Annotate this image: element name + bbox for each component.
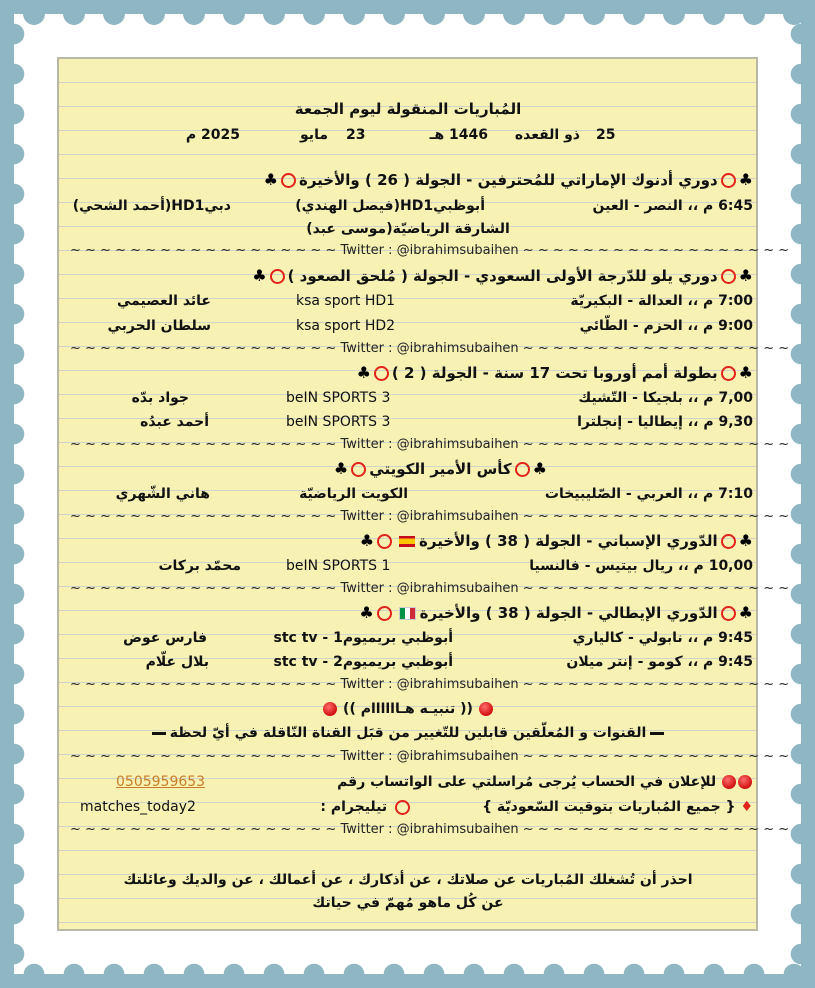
red-circle-icon <box>323 702 337 716</box>
section-heading <box>334 460 547 478</box>
ads-line <box>337 773 753 791</box>
match-channel: ksa sport HD1 <box>296 293 396 309</box>
club-icon: ♣ <box>252 266 267 285</box>
club-icon: ♣ <box>359 603 374 622</box>
red-circle-icon <box>722 775 736 789</box>
perforation-top <box>14 3 801 25</box>
club-icon: ♣ <box>738 531 753 550</box>
perforation-left <box>3 14 25 974</box>
footer-line-2: عن كُل ماهو مُهمّ في حياتك <box>312 895 504 911</box>
match-channel: beIN SPORTS 3 <box>286 390 391 406</box>
match-extra-channel: الشارقة الرياضيّة(موسى عبد) <box>306 221 510 237</box>
match-commentator: سلطان الحربي <box>107 318 211 334</box>
diamond-icon: ♦ <box>740 799 753 815</box>
circle-icon <box>351 462 366 477</box>
notice-title <box>70 700 746 718</box>
club-icon: ♣ <box>263 170 278 189</box>
circle-icon <box>515 462 530 477</box>
dash-icon <box>152 732 166 735</box>
match-time: 9:45 م ،، كومو - إنتر ميلان <box>566 654 753 670</box>
red-circle-icon <box>738 775 752 789</box>
section-heading-text: بطولة أمم أوروبا تحت 17 سنة - الجولة ( 2 ) <box>391 364 718 382</box>
circle-icon <box>377 534 392 549</box>
telegram-label-text: تيليجرام : <box>320 799 388 815</box>
match-channel: أبوظبي بريميوم2 - stc tv <box>273 654 453 670</box>
circle-icon <box>721 606 736 621</box>
twitter-separator: ~ ~ ~ ~ ~ ~ ~ ~ ~ ~ ~ ~ ~ ~ ~ ~ ~ ~ Twitter : @ibrahimsubaihen ~ ~ ~ ~ ~ ~ ~ ~ ~ ~ ~ ~ ~ ~ ~ ~ ~ ~ <box>70 749 790 764</box>
section-heading-text: الدّوري الإسباني - الجولة ( 38 ) والأخيرة <box>419 532 718 550</box>
club-icon: ♣ <box>738 170 753 189</box>
club-icon: ♣ <box>532 459 547 478</box>
match-time: 7:10 م ،، العربي - الصّليبيخات <box>544 486 753 502</box>
match-commentator: فارس عوض <box>123 630 207 646</box>
match-channel: أبوظبيHD1(فيصل الهندي) <box>295 198 485 214</box>
timing-note <box>482 798 753 816</box>
circle-icon <box>721 366 736 381</box>
section-heading-text: كأس الأمير الكويتي <box>369 460 512 478</box>
dash-icon <box>650 732 664 735</box>
match-channel: beIN SPORTS 1 <box>286 558 391 574</box>
match-time: 7:00 م ،، العدالة - البكيريّة <box>570 293 753 309</box>
perforation-right <box>790 14 812 974</box>
club-icon: ♣ <box>359 531 375 550</box>
match-channel: beIN SPORTS 3 <box>286 414 391 430</box>
greg-month: مايو <box>300 127 328 143</box>
section-heading <box>252 267 753 285</box>
circle-icon <box>281 173 296 188</box>
perforation-bottom <box>14 963 801 985</box>
section-heading <box>360 532 753 550</box>
notice-title-text: (( تنبيـه هـاااااام )) <box>343 701 473 717</box>
match-commentator: أحمد عبدُه <box>140 414 209 430</box>
twitter-separator: ~ ~ ~ ~ ~ ~ ~ ~ ~ ~ ~ ~ ~ ~ ~ ~ ~ ~ Twitter : @ibrahimsubaihen ~ ~ ~ ~ ~ ~ ~ ~ ~ ~ ~ ~ ~ ~ ~ ~ ~ ~ <box>70 437 790 452</box>
ads-text: للإعلان في الحساب يُرجى مُراسلتي على الواتساب رقم <box>337 774 717 790</box>
circle-icon <box>721 173 736 188</box>
club-icon: ♣ <box>738 363 753 382</box>
circle-icon <box>374 366 389 381</box>
circle-icon <box>721 534 736 549</box>
section-heading-text: دوري أدنوك الإماراتي للمُحترفين - الجولة ( 26 ) والأخيرة <box>299 171 718 189</box>
telegram-label <box>320 798 413 816</box>
italy-flag-icon <box>399 607 416 620</box>
match-commentator: هاني الشّهري <box>115 486 210 502</box>
match-time: 9:45 م ،، نابولي - كالياري <box>572 630 753 646</box>
match-commentator: عائد العصيمي <box>116 293 211 309</box>
match-time: 10,00 م ،، ريال بيتيس - فالنسيا <box>529 558 753 574</box>
match-time: 7,00 م ،، بلجيكا - التّشيك <box>578 390 753 406</box>
section-heading <box>357 364 753 382</box>
twitter-separator: ~ ~ ~ ~ ~ ~ ~ ~ ~ ~ ~ ~ ~ ~ ~ ~ ~ ~ Twitter : @ibrahimsubaihen ~ ~ ~ ~ ~ ~ ~ ~ ~ ~ ~ ~ ~ ~ ~ ~ ~ ~ <box>70 822 790 837</box>
hijri-day: 25 <box>596 127 616 143</box>
match-commentator: بلال علّام <box>145 654 209 670</box>
match-channel: الكويت الرياضيّة <box>299 486 408 502</box>
section-heading <box>359 604 753 622</box>
match-time: 6:45 م ،، النصر - العين <box>592 198 753 214</box>
match-channel: ksa sport HD2 <box>296 318 396 334</box>
red-circle-icon <box>479 702 493 716</box>
twitter-separator: ~ ~ ~ ~ ~ ~ ~ ~ ~ ~ ~ ~ ~ ~ ~ ~ ~ ~ Twitter : @ibrahimsubaihen ~ ~ ~ ~ ~ ~ ~ ~ ~ ~ ~ ~ ~ ~ ~ ~ ~ ~ <box>70 581 790 596</box>
timing-note-text: { جميع المُباريات بتوقيت السّعوديّة } <box>482 799 736 815</box>
twitter-separator: ~ ~ ~ ~ ~ ~ ~ ~ ~ ~ ~ ~ ~ ~ ~ ~ ~ ~ Twitter : @ibrahimsubaihen ~ ~ ~ ~ ~ ~ ~ ~ ~ ~ ~ ~ ~ ~ ~ ~ ~ ~ <box>70 509 790 524</box>
hijri-year: 1446 هـ <box>429 127 488 143</box>
section-heading-text: الدّوري الإيطالي - الجولة ( 38 ) والأخيرة <box>419 604 718 622</box>
greg-year: 2025 م <box>185 127 240 143</box>
circle-icon <box>377 606 392 621</box>
spain-flag-icon <box>399 536 415 547</box>
match-commentator: محمّد بركات <box>158 558 241 574</box>
notice-text-body: القنوات و المُعلّقين قابلين للتّغيير من قبَل القناة النّاقلة في أيّ لحظة <box>169 725 647 741</box>
twitter-separator: ~ ~ ~ ~ ~ ~ ~ ~ ~ ~ ~ ~ ~ ~ ~ ~ ~ ~ Twitter : @ibrahimsubaihen ~ ~ ~ ~ ~ ~ ~ ~ ~ ~ ~ ~ ~ ~ ~ ~ ~ ~ <box>70 677 790 692</box>
club-icon: ♣ <box>333 459 349 478</box>
match-time: 9,30 م ،، إيطاليا - إنجلترا <box>577 414 753 430</box>
footer-line-1: احذر أن تُشغلك المُباريات عن صلاتك ، عن أذكارك ، عن أعمالك ، عن والديك وعائلتك <box>123 872 693 888</box>
twitter-separator: ~ ~ ~ ~ ~ ~ ~ ~ ~ ~ ~ ~ ~ ~ ~ ~ ~ ~ Twitter : @ibrahimsubaihen ~ ~ ~ ~ ~ ~ ~ ~ ~ ~ ~ ~ ~ ~ ~ ~ ~ ~ <box>70 243 790 258</box>
twitter-separator: ~ ~ ~ ~ ~ ~ ~ ~ ~ ~ ~ ~ ~ ~ ~ ~ ~ ~ Twitter : @ibrahimsubaihen ~ ~ ~ ~ ~ ~ ~ ~ ~ ~ ~ ~ ~ ~ ~ ~ ~ ~ <box>70 341 790 356</box>
whatsapp-number[interactable]: 0505959653 <box>116 774 206 790</box>
match-commentator: دبيHD1(أحمد الشحي) <box>72 198 231 214</box>
match-time: 9:00 م ،، الحزم - الطّائي <box>579 318 753 334</box>
match-commentator: جواد بدّه <box>131 390 189 406</box>
club-icon: ♣ <box>356 363 371 382</box>
page-title: المُباريات المنقولة ليوم الجمعة <box>294 100 522 118</box>
circle-icon <box>721 269 736 284</box>
greg-day: 23 <box>346 127 366 143</box>
section-heading-text: دوري يلو للدّرجة الأولى السعودي - الجولة ( مُلحق الصعود ) <box>287 267 718 285</box>
club-icon: ♣ <box>738 603 753 622</box>
match-channel: أبوظبي بريميوم1 - stc tv <box>273 630 453 646</box>
circle-icon <box>395 800 410 815</box>
hijri-month: ذو القعده <box>514 127 580 143</box>
circle-icon <box>270 269 285 284</box>
telegram-handle[interactable]: matches_today2 <box>80 799 196 815</box>
club-icon: ♣ <box>738 266 753 285</box>
notice-text <box>70 724 746 742</box>
section-heading <box>264 171 753 189</box>
